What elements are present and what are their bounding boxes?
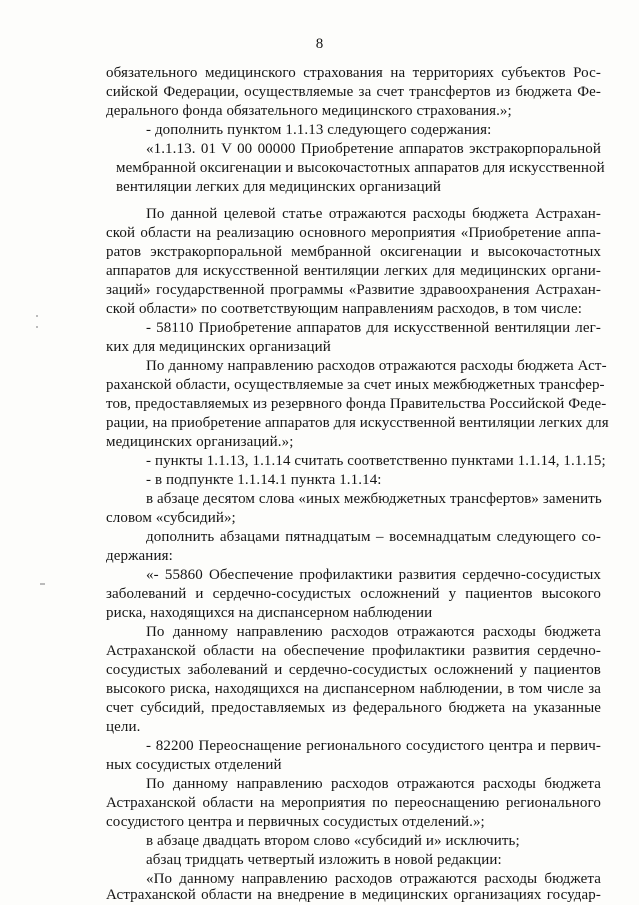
text-line: - в подпункте 1.1.14.1 пункта 1.1.14: — [146, 472, 382, 488]
text-line: обязательного медицинского страхования на территориях субъектов Рос- — [106, 65, 601, 81]
text-line: По данной целевой статье отражаются расходы бюджета Астрахан- — [146, 206, 601, 222]
text-line: заций» государственной программы «Развитие здравоохранения Астрахан- — [106, 282, 601, 298]
text-line: дополнить абзацами пятнадцатым – восемнадцатым следующего со- — [146, 529, 601, 545]
text-line: мембранной оксигенации и высокочастотных аппаратов для искусственной — [116, 160, 605, 176]
text-line: тов, предоставляемых из резервного фонда Правительства Российской Феде- — [106, 396, 607, 412]
text-line: абзац тридцать четвертый изложить в новой редакции: — [146, 852, 502, 868]
text-line: в абзаце десятом слова «иных межбюджетных трансфертов» заменить — [146, 491, 602, 507]
text-line: - 58110 Приобретение аппаратов для искусственной вентиляции лег- — [146, 320, 601, 336]
text-line: сийской Федерации, осуществляемые за счет трансфертов из бюджета Фе- — [106, 84, 601, 100]
text-line: заболеваний и сердечно-сосудистых осложнений у пациентов высокого — [106, 586, 601, 602]
text-line: аппаратов для искусственной вентиляции легких для медицинских органи- — [106, 263, 601, 279]
text-line: Астраханской области на мероприятия по переоснащению регионального — [106, 795, 601, 811]
text-line: ных сосудистых отделений — [106, 757, 282, 773]
text-line: - пункты 1.1.13, 1.1.14 считать соответственно пунктами 1.1.14, 1.1.15; — [146, 453, 606, 469]
text-line: сосудистых заболеваний и сердечно-сосудистых осложнений у пациентов — [106, 662, 601, 678]
text-line: дерального фонда обязательного медицинского страхования.»; — [106, 103, 512, 119]
text-line: - дополнить пунктом 1.1.13 следующего содержания: — [146, 122, 492, 138]
text-line: счет субсидий, предоставляемых из федерального бюджета на указанные — [106, 700, 601, 716]
text-line: рации, на приобретение аппаратов для искусственной вентиляции легких для — [106, 415, 609, 431]
text-line: По данному направлению расходов отражаются расходы бюджета Аст- — [146, 358, 607, 374]
text-line: ской области» по соответствующим направлениям расходов, в том числе: — [106, 301, 583, 317]
text-line: - 82200 Переоснащение регионального сосудистого центра и первич- — [146, 738, 601, 754]
text-line: риска, находящихся на диспансерном наблюдении — [106, 605, 433, 621]
text-line: высокого риска, находящихся на диспансерном наблюдении, в том числе за — [106, 681, 601, 697]
scan-mark — [40, 583, 45, 585]
text-line: раханской области, осуществляемые за счет иных межбюджетных трансфер- — [106, 377, 605, 393]
text-line: словом «субсидий»; — [106, 510, 236, 526]
text-line: По данному направлению расходов отражаются расходы бюджета — [146, 624, 601, 640]
text-line: ких для медицинских организаций — [106, 339, 331, 355]
text-line: сосудистого центра и первичных сосудистых отделений.»; — [106, 814, 485, 830]
text-line: в абзаце двадцать втором слово «субсидий и» исключить; — [146, 833, 520, 849]
text-line: «По данному направлению расходов отражаются расходы бюджета — [146, 871, 601, 887]
text-line: По данному направлению расходов отражаются расходы бюджета — [146, 776, 601, 792]
scan-mark — [36, 326, 38, 328]
text-line: ской области на реализацию основного мероприятия «Приобретение аппа- — [106, 225, 601, 241]
text-line: вентиляции легких для медицинских организаций — [116, 179, 442, 195]
text-line: держания: — [106, 548, 173, 564]
page-number: 8 — [315, 36, 324, 52]
text-line: цели. — [106, 719, 141, 735]
scan-mark — [36, 315, 38, 317]
text-line: Астраханской области на обеспечение профилактики развития сердечно- — [106, 643, 601, 659]
text-line: ратов экстракорпоральной мембранной оксигенации и высокочастотных — [106, 244, 601, 260]
text-line: Астраханской области на внедрение в медицинских организациях государ- — [106, 887, 601, 903]
text-line: «1.1.13. 01 V 00 00000 Приобретение аппаратов экстракорпоральной — [146, 141, 601, 157]
text-line: медицинских организаций.»; — [106, 434, 294, 450]
text-line: «- 55860 Обеспечение профилактики развития сердечно-сосудистых — [146, 567, 601, 583]
